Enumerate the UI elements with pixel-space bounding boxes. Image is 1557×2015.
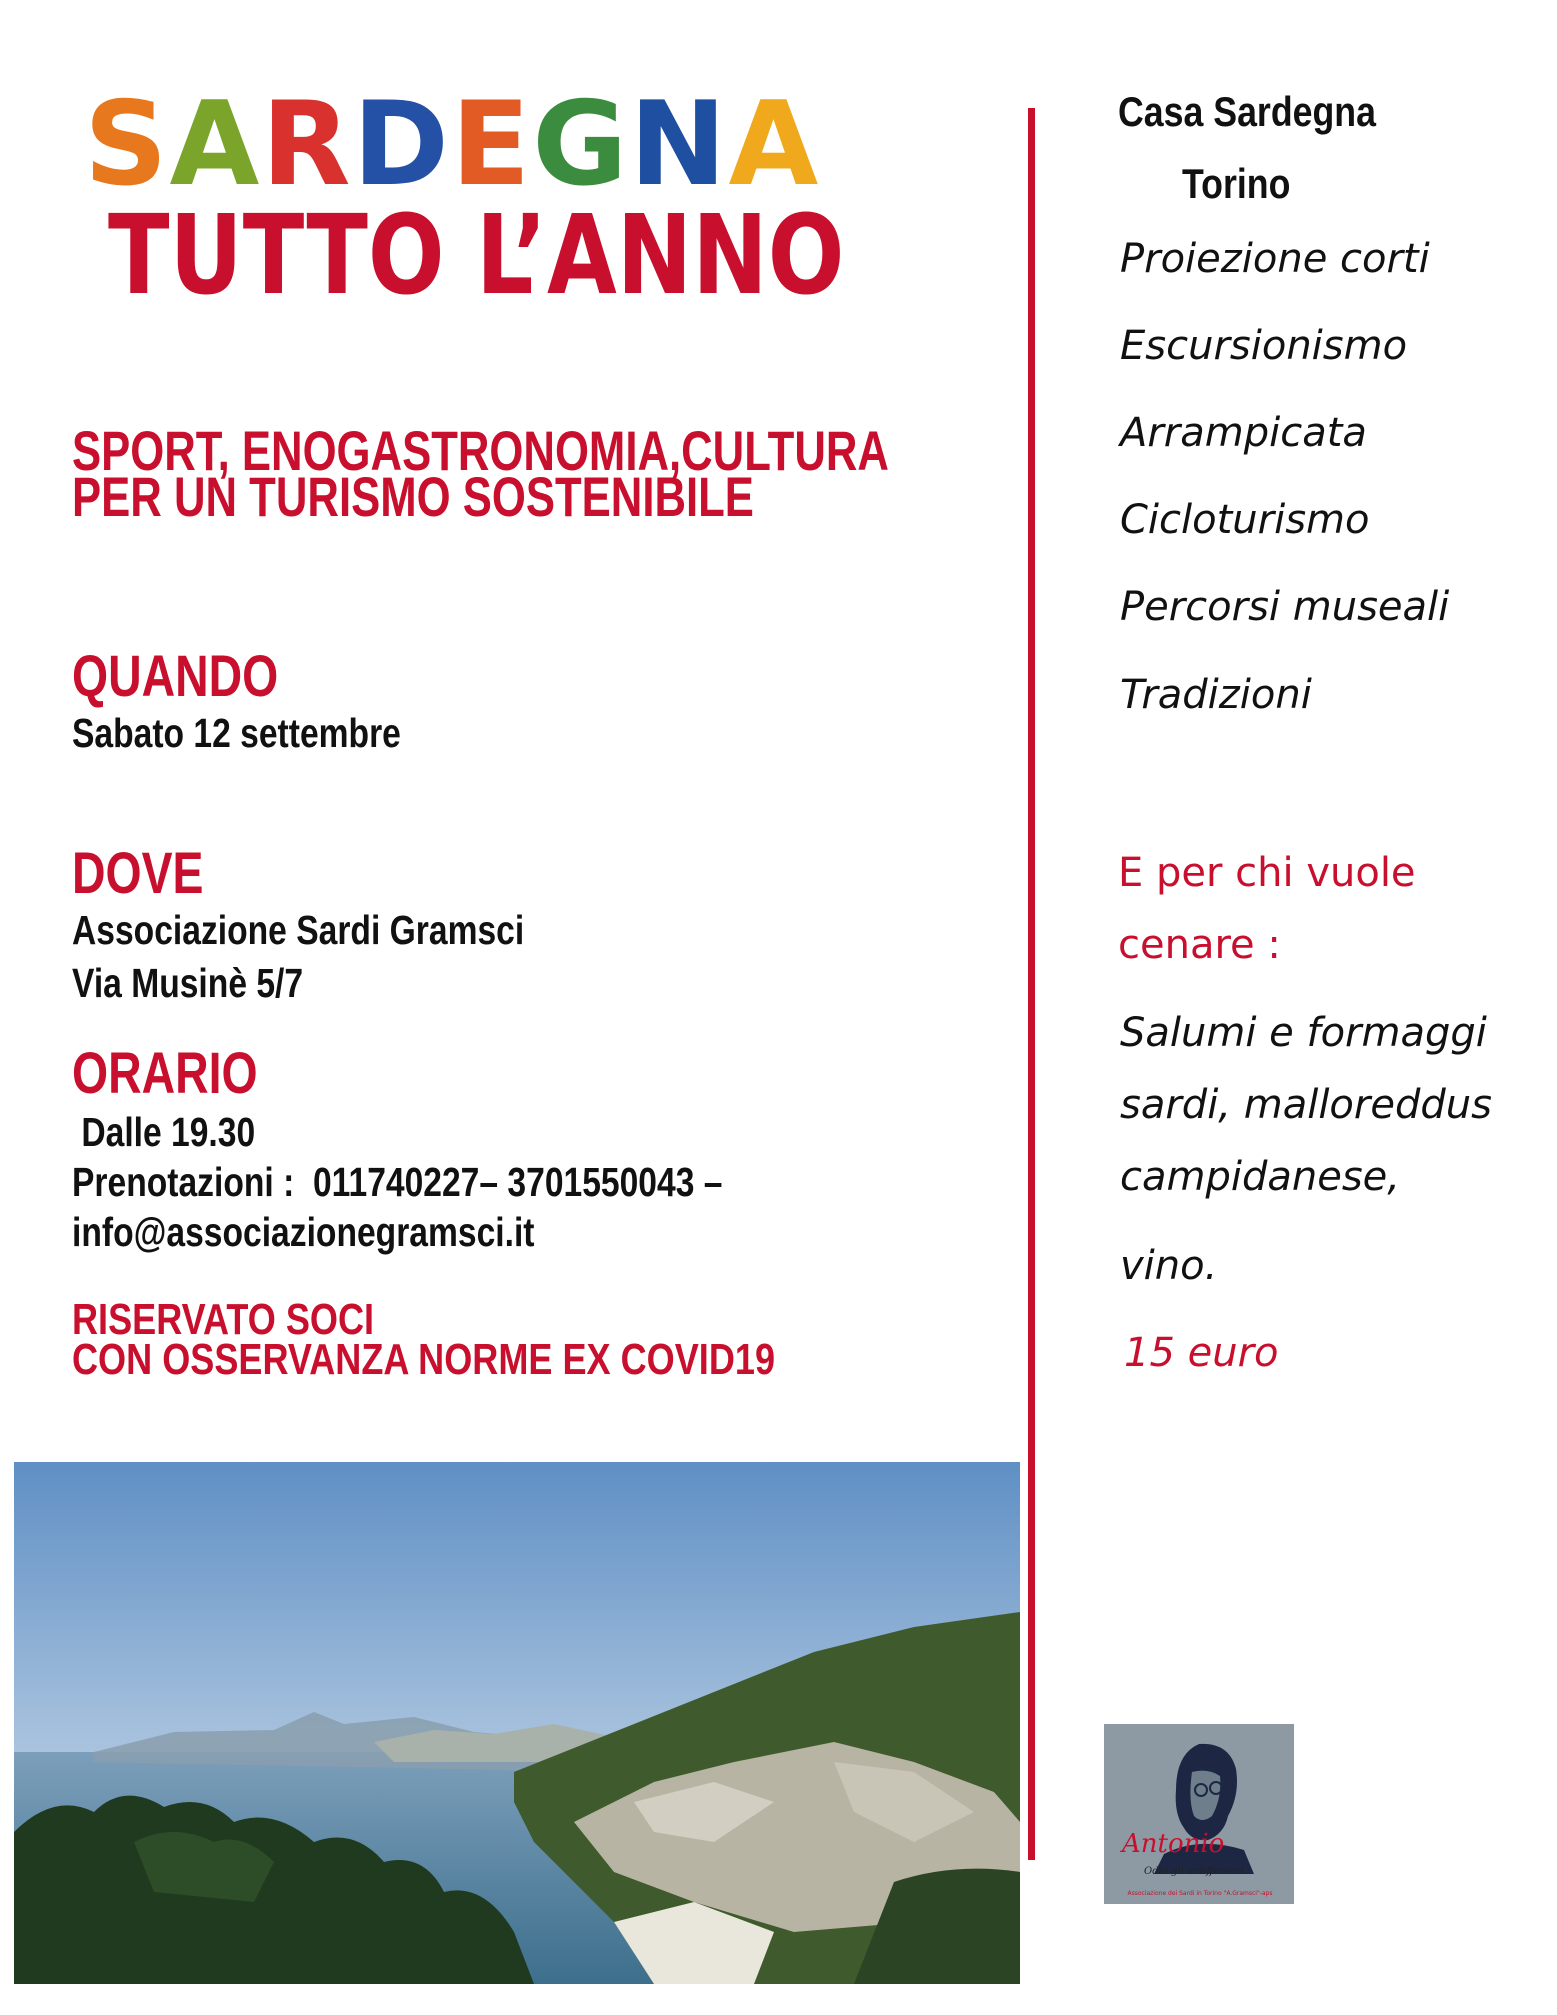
logo-letter: E <box>450 77 533 212</box>
logo-letter: G <box>532 77 630 212</box>
riservato-line1: RISERVATO SOCI <box>72 1295 375 1344</box>
association-name: Associazione dei Sardi in Torino "A.Gramsci"-aps <box>1127 1890 1273 1897</box>
activity-item: Escursionismo <box>1120 323 1408 369</box>
vertical-divider <box>1028 108 1035 1860</box>
menu-item: sardi, malloreddus <box>1120 1082 1492 1128</box>
orario-label: ORARIO <box>72 1041 258 1106</box>
orario-time: Dalle 19.30 <box>72 1109 256 1155</box>
activity-item: Cicloturismo <box>1120 497 1370 543</box>
prenotazioni-text: Prenotazioni : 011740227– 3701550043 – <box>72 1159 723 1205</box>
gramsci-portrait-icon <box>1104 1724 1294 1904</box>
tutto-lanno-logo: TUTTO L’ANNO <box>108 191 845 319</box>
menu-item: vino. <box>1120 1243 1218 1289</box>
riservato-line2: CON OSSERVANZA NORME EX COVID19 <box>72 1335 776 1384</box>
dove-label: DOVE <box>72 841 204 906</box>
quando-label: QUANDO <box>72 644 279 709</box>
signature: Antonio <box>1122 1829 1225 1859</box>
menu-item: Salumi e formaggi <box>1120 1010 1487 1056</box>
riservato-notice <box>72 1295 776 1384</box>
subtitle-line2: PER UN TURISMO SOSTENIBILE <box>72 465 754 528</box>
quando-value: Sabato 12 settembre <box>72 710 401 756</box>
menu-item: campidanese, <box>1120 1154 1400 1200</box>
motto: Odio gli indifferenti. <box>1144 1866 1247 1877</box>
logo-letter: R <box>261 77 353 212</box>
cena-line2: cenare : <box>1118 922 1281 968</box>
logo-letter: N <box>629 77 729 212</box>
logo-letter: A <box>169 77 262 212</box>
venue-line2: Torino <box>1182 160 1291 207</box>
cena-line1: E per chi vuole <box>1118 850 1416 896</box>
sardegna-logo <box>84 77 821 212</box>
subtitle <box>72 419 889 528</box>
subtitle-line1: SPORT, ENOGASTRONOMIA,CULTURA <box>72 419 889 482</box>
dove-line1: Associazione Sardi Gramsci <box>72 907 525 953</box>
venue-line1: Casa Sardegna <box>1118 88 1376 135</box>
association-logo <box>1104 1724 1294 1904</box>
activity-item: Tradizioni <box>1120 672 1312 718</box>
activity-item: Arrampicata <box>1120 410 1367 456</box>
email-link[interactable]: info@associazionegramsci.it <box>72 1209 535 1255</box>
price: 15 euro <box>1124 1330 1279 1376</box>
activity-item: Percorsi museali <box>1120 584 1450 630</box>
logo-letter: D <box>352 77 451 212</box>
dove-line2: Via Musinè 5/7 <box>72 960 304 1006</box>
activity-item: Proiezione corti <box>1120 236 1430 282</box>
logo-letter: A <box>728 77 821 212</box>
logo-letter: S <box>84 77 170 212</box>
coast-photo <box>14 1462 1020 1984</box>
